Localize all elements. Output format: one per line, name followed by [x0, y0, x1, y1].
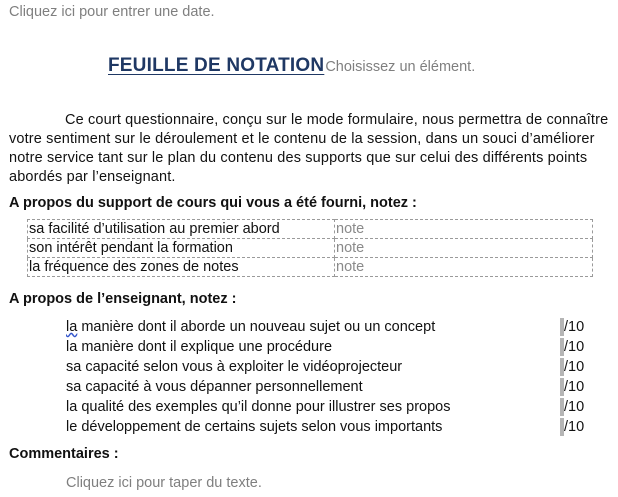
criterion-text: la qualité des exemples qu’il donne pour illustrer ses propos	[66, 399, 451, 415]
table-row	[28, 220, 593, 239]
list-item	[66, 317, 596, 337]
score-label: /10	[564, 419, 585, 435]
score-label: /10	[564, 339, 585, 355]
date-picker-field[interactable]: Cliquez ici pour entrer une date.	[9, 4, 215, 20]
choose-item-dropdown[interactable]: Choisissez un élément.	[325, 59, 476, 75]
intro-paragraph	[9, 111, 609, 187]
criterion-text: le développement de certains sujets selon vous importants	[66, 419, 443, 435]
table-row	[28, 239, 593, 258]
list-item	[66, 357, 596, 377]
spellcheck-word: la	[66, 319, 78, 335]
teacher-section-heading: A propos de l’enseignant, notez :	[9, 291, 237, 307]
support-section-heading: A propos du support de cours qui vous a été fourni, notez :	[9, 195, 417, 211]
list-item	[66, 417, 596, 437]
list-item	[66, 377, 596, 397]
criterion-text: la manière dont il aborde un nouveau sujet ou un concept	[66, 319, 436, 335]
comments-text-field[interactable]: Cliquez ici pour taper du texte.	[66, 475, 262, 491]
score-label: /10	[564, 319, 585, 335]
criterion-cell: son intérêt pendant la formation	[28, 239, 335, 258]
score-label: /10	[564, 379, 585, 395]
criterion-text: sa capacité selon vous à exploiter le vidéoprojecteur	[66, 359, 403, 375]
criterion-cell: sa facilité d’utilisation au premier abord	[28, 220, 335, 239]
support-rating-table	[27, 219, 593, 277]
criterion-text: sa capacité à vous dépanner personnellement	[66, 379, 363, 395]
intro-text: Ce court questionnaire, conçu sur le mode formulaire, nous permettra de connaître votre sentiment sur le déroulement et le contenu de la session, dans un souci d’améliorer notre service tant sur le plan du contenu des supports que sur celui des différents points abordés par l’enseignant.	[9, 112, 609, 185]
criterion-text: la manière dont il explique une procédure	[66, 339, 333, 355]
list-item	[66, 397, 596, 417]
title-row	[108, 55, 475, 81]
comments-heading: Commentaires :	[9, 446, 119, 462]
note-field[interactable]: note	[335, 239, 593, 258]
note-field[interactable]: note	[335, 258, 593, 277]
score-label: /10	[564, 399, 585, 415]
criterion-cell: la fréquence des zones de notes	[28, 258, 335, 277]
teacher-rating-list	[66, 317, 596, 437]
note-field[interactable]: note	[335, 220, 593, 239]
score-label: /10	[564, 359, 585, 375]
list-item	[66, 337, 596, 357]
table-row	[28, 258, 593, 277]
page-title: FEUILLE DE NOTATION	[108, 55, 325, 76]
